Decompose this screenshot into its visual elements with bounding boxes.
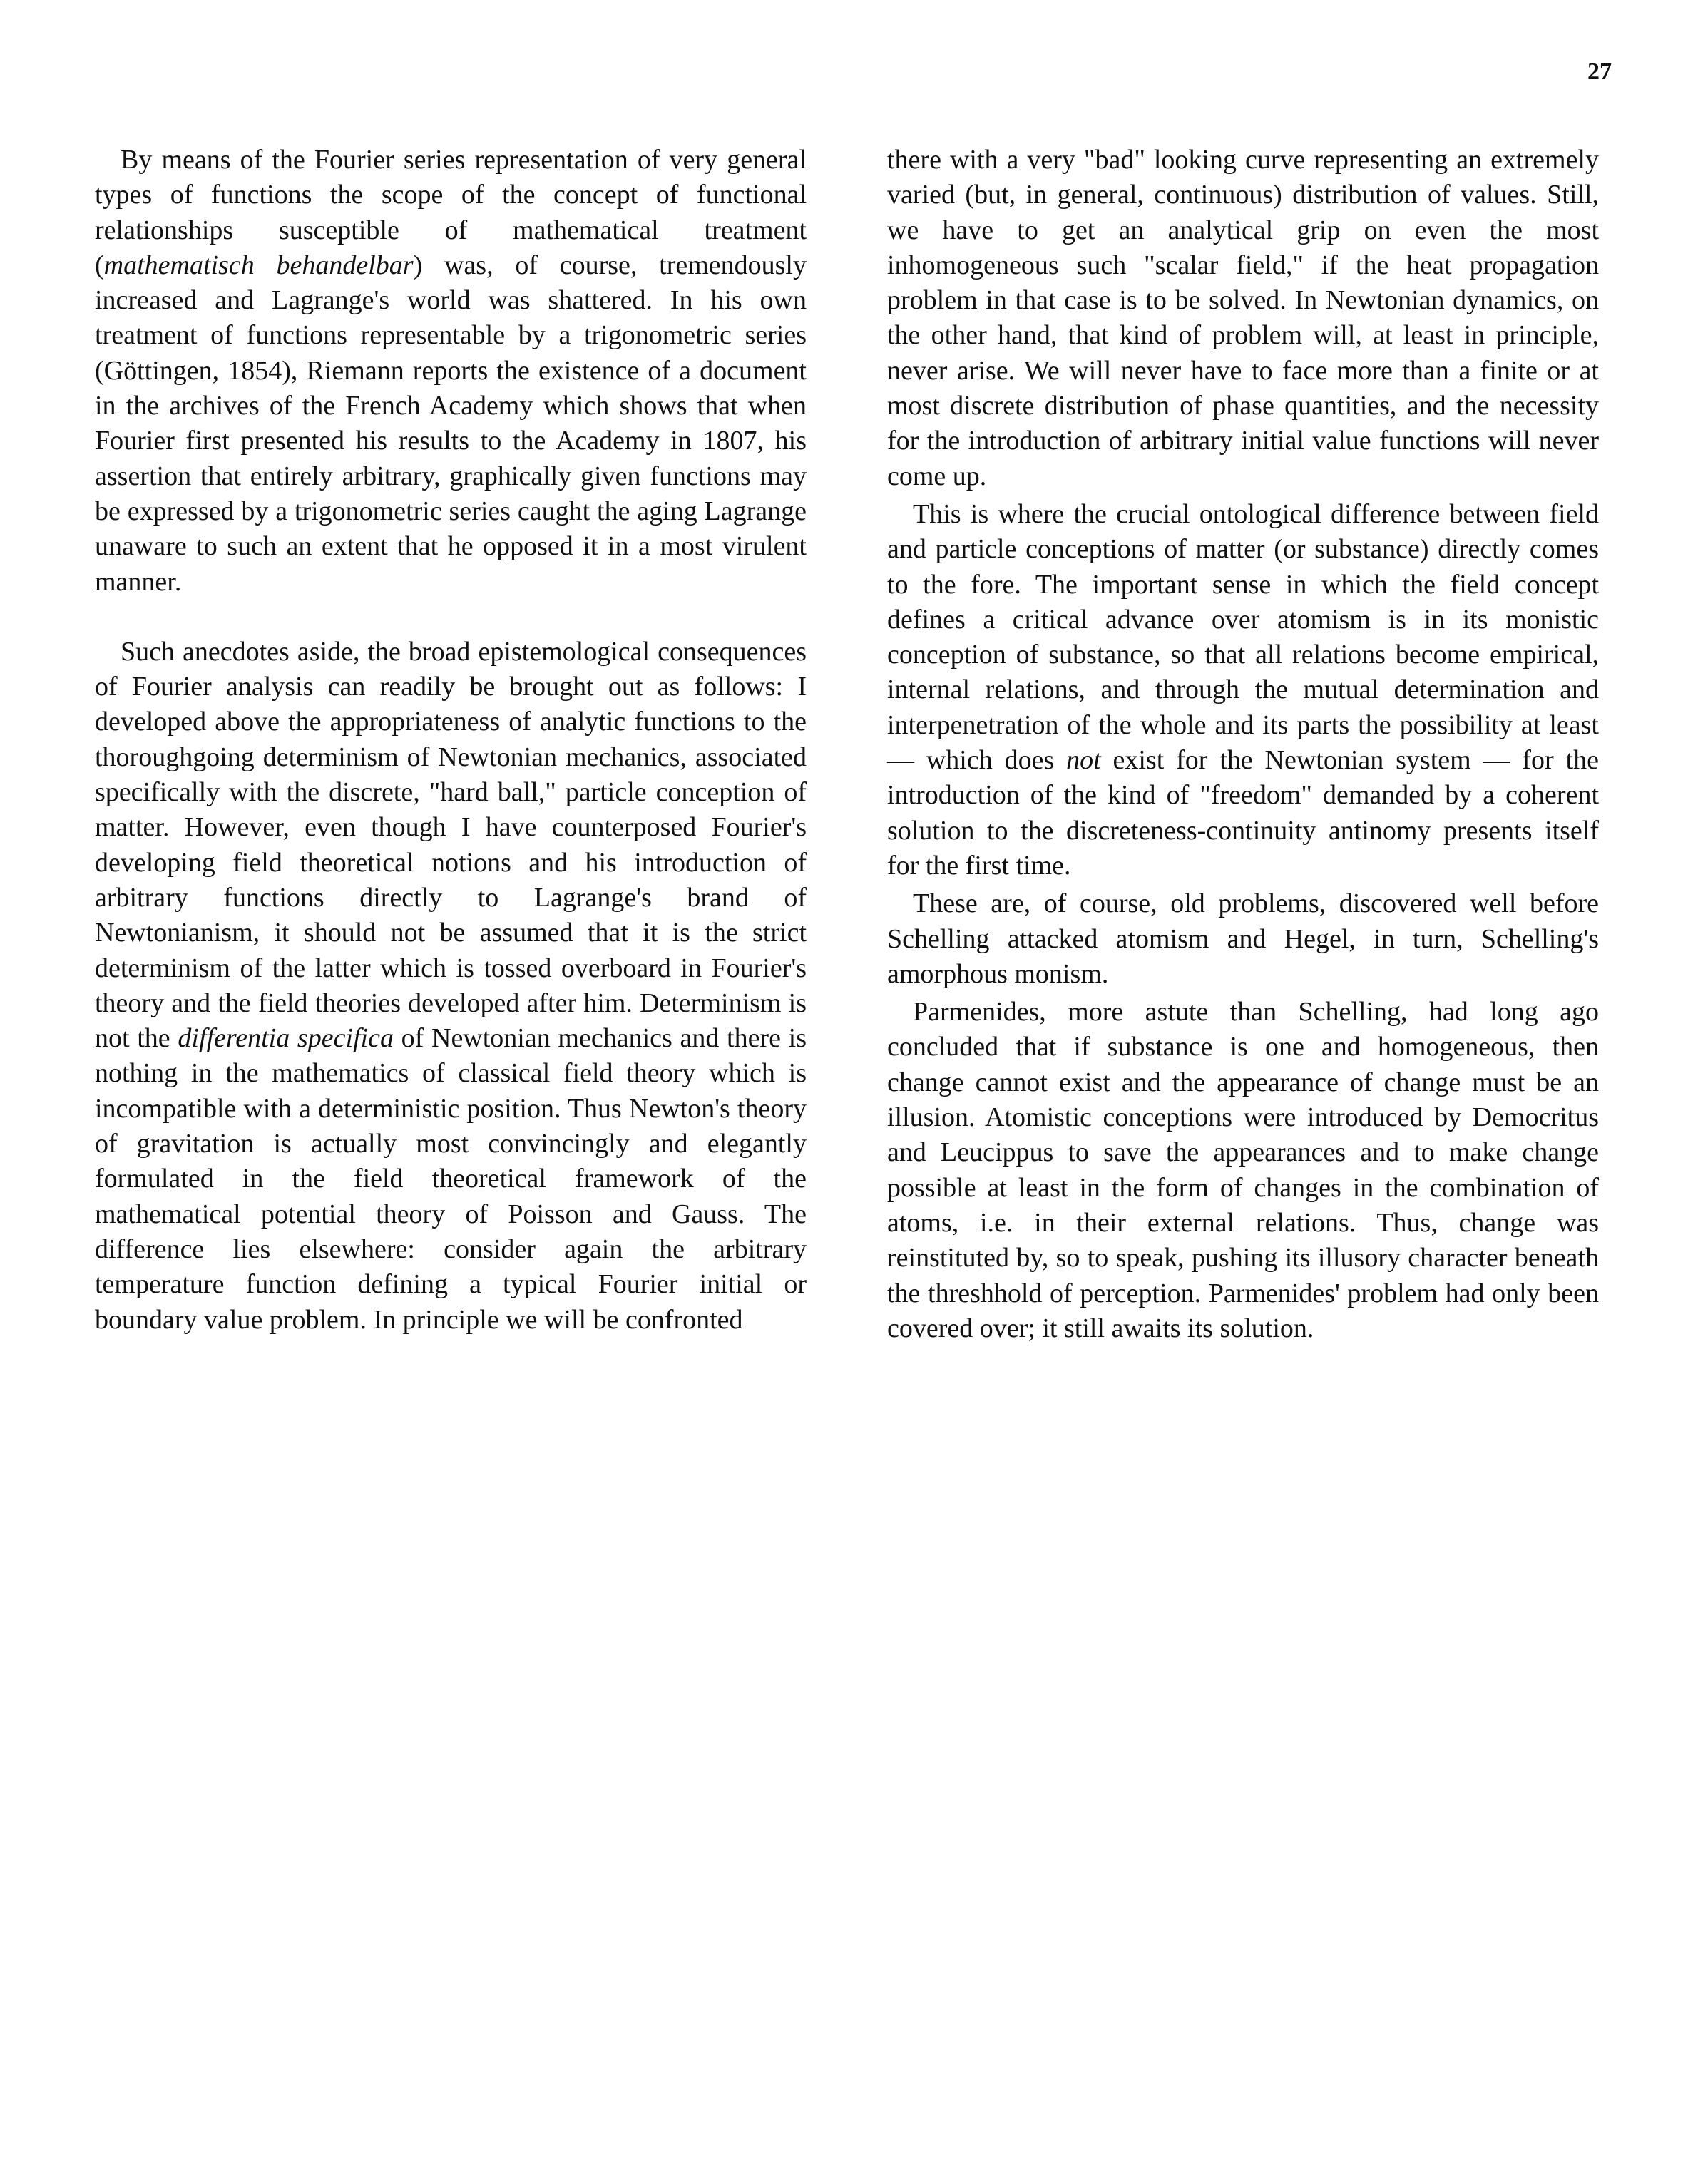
paragraph-text: By means of the Fourier series representation of very general types of functions the scope of the concept of functional relationships susceptible of mathematical treatment ( (95, 145, 807, 280)
paragraph-epistemological-consequences (95, 635, 807, 1338)
paragraph-fourier-series (95, 143, 807, 600)
paragraph-text: This is where the crucial ontological difference between field and particle conceptions of matter (or substance) directly comes to the fore. The important sense in which the field concept defines a critical advance over atomism is in its monistic conception of substance, so that all relations become empirical, internal relations, and through the mutual determination and interpenetration of the whole and its parts the possibility at least — which does (887, 498, 1599, 776)
left-column (95, 143, 807, 1338)
paragraph-old-problems: These are, of course, old problems, discovered well before Schelling attacked atomism and Hegel, in turn, Schelling's amorphous monism. (887, 888, 1599, 989)
right-column (887, 143, 1599, 1346)
paragraph-text: exist for the Newtonian system — for the introduction of the kind of "freedom" demanded by a coherent solution to the discreteness-continuity antinomy presents itself for the first time. (887, 745, 1599, 881)
paragraph-text: Such anecdotes aside, the broad epistemological consequences of Fourier analysis can readily be brought out as follows: I developed above the appropriateness of analytic functions to the thoroughgoing determinism of Newtonian mechanics, associated specifically with the discrete, "hard ball," particle conception of matter. However, even though I have counterposed Fourier's developing field theoretical notions and his introduction of arbitrary functions directly to Lagrange's brand of Newtonianism, it should not be assumed that it is the strict determinism of the latter which is tossed overboard in Fourier's theory and the field theories developed after him. Determinism is not the (95, 636, 807, 1054)
paragraph-text: of Newtonian mechanics and there is nothing in the mathematics of classical field theory which is incompatible with a deterministic position. Thus Newton's theory of gravitation is actually most convincingly and elegantly formulated in the field theoretical framework of the mathematical potential theory of Poisson and Gauss. The difference lies elsewhere: consider again the arbitrary temperature function defining a typical Fourier initial or boundary value problem. In principle we will be confronted (95, 1023, 807, 1335)
page-number: 27 (1587, 58, 1612, 85)
italic-term: not (1066, 745, 1101, 776)
paragraph-ontological-difference (887, 497, 1599, 883)
paragraph-parmenides: Parmenides, more astute than Schelling, had long ago concluded that if substance is one and homogeneous, then change cannot exist and the appearance of change must be an illusion. Atomistic conceptions were introduced by Democritus and Leucippus to save the appearances and to make change possible at least in the form of changes in the combination of atoms, i.e. in their external relations. Thus, change was reinstituted by, so to speak, pushing its illusory character beneath the threshhold of perception. Parmenides' problem had only been covered over; it still awaits its solution. (887, 997, 1599, 1343)
paragraph-continuation: there with a very "bad" looking curve representing an extremely varied (but, in general, continuous) distribution of values. Still, we have to get an analytical grip on even the most inhomogeneous such "scalar field," if the heat propagation problem in that case is to be solved. In Newtonian dynamics, on the other hand, that kind of problem will, at least in principle, never arise. We will never have to face more than a finite or at most discrete distribution of phase quantities, and the necessity for the introduction of arbitrary initial value functions will never come up. (887, 145, 1599, 491)
italic-term: mathematisch behandelbar (103, 250, 414, 280)
paragraph-text: ) was, of course, tremendously increased and Lagrange's world was shattered. In his own treatment of functions representable by a trigonometric series (Göttingen, 1854), Riemann reports the existence of a document in the archives of the French Academy which shows that when Fourier first presented his results to the Academy in 1807, his assertion that entirely arbitrary, graphically given functions may be expressed by a trigonometric series caught the aging Lagrange unaware to such an extent that he opposed it in a most virulent manner. (95, 250, 807, 597)
italic-term: differentia specifica (178, 1023, 394, 1054)
